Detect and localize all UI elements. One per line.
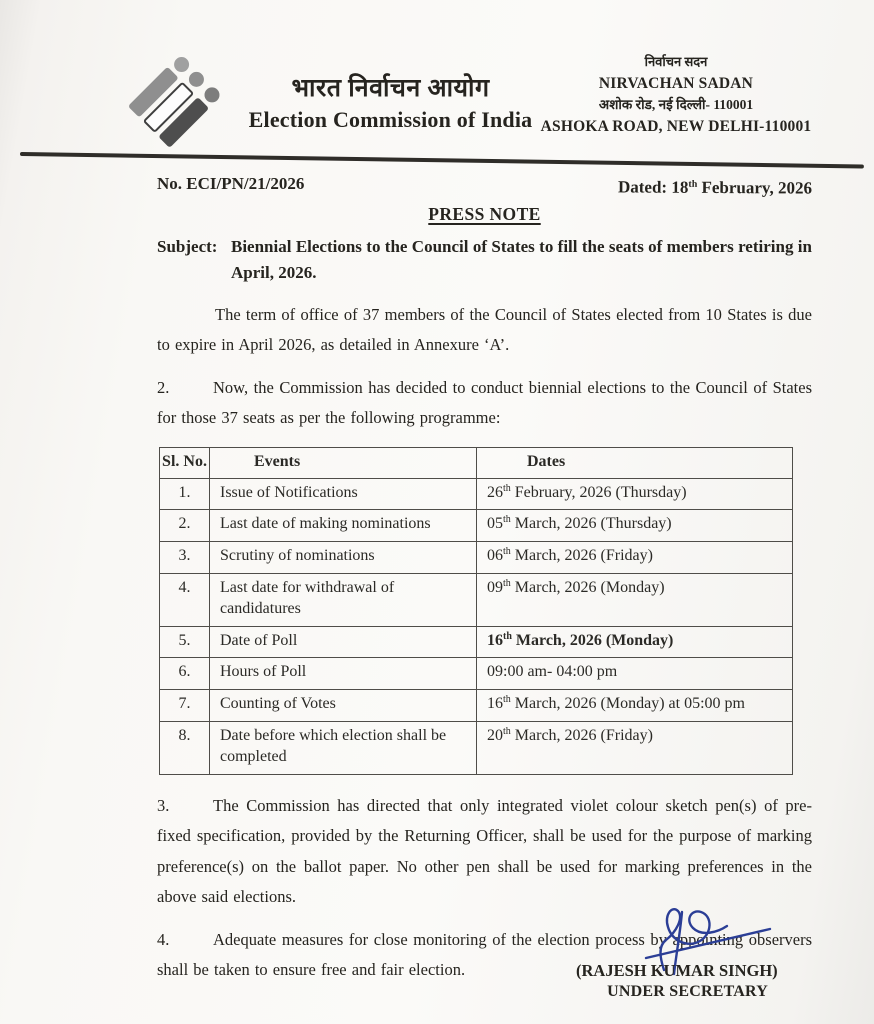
date-ordinal: th	[503, 577, 511, 589]
paragraph-4-number: 4.	[157, 929, 170, 949]
subject-text: Biennial Elections to the Council of States to fill the seats of members retiring in April, 2026.	[231, 237, 812, 283]
org-name-english: Election Commission of India	[248, 107, 533, 132]
address-english-line2: ASHOKA ROAD, NEW DELHI-110001	[540, 118, 812, 135]
paragraph-3-number: 3.	[157, 795, 170, 815]
date-rest: March, 2026 (Monday)	[510, 578, 665, 596]
eci-emblem-icon	[123, 46, 241, 158]
date-ordinal: th	[503, 514, 511, 526]
emblem-dot-bottom	[201, 84, 222, 105]
date-text: 05	[487, 515, 503, 533]
sl-no-cell: 1.	[160, 478, 210, 510]
date-text: 16	[487, 695, 503, 713]
dated-rest: February, 2026	[697, 177, 813, 198]
emblem-dot-top	[171, 54, 192, 75]
date-text: 09	[487, 578, 503, 596]
table-row	[160, 542, 793, 574]
sl-no-cell: 2.	[160, 510, 210, 542]
address-hindi-line2: अशोक रोड, नई दिल्ली- 110001	[598, 96, 754, 112]
paragraph-3-text: The Commission has directed that only integrated violet colour sketch pen(s) of pre-fixed specification, provided by the Returning Officer, shall be used for the purpose of marking preference(s) on the ballot paper. No other pen shall be used for marking preferences in the above said elections.	[157, 795, 812, 907]
signatory-designation: UNDER SECRETARY	[607, 983, 768, 1000]
date-rest: March, 2026 (Friday)	[510, 547, 653, 565]
event-cell: Date of Poll	[210, 626, 477, 658]
sl-no-cell: 6.	[160, 658, 210, 690]
table-header-row	[160, 447, 793, 478]
date-cell	[477, 658, 793, 690]
date-ordinal: th	[503, 725, 511, 737]
sl-no-cell: 5.	[160, 626, 210, 658]
paragraph-2-number: 2.	[157, 377, 170, 397]
table-row	[160, 658, 793, 690]
date-text: 20	[487, 726, 503, 744]
date-rest: February, 2026 (Thursday)	[510, 483, 687, 501]
date-rest: March, 2026 (Monday)	[511, 631, 674, 649]
document-title-row	[157, 204, 812, 225]
signatory-name: (RAJESH KUMAR SINGH)	[576, 961, 778, 980]
date-cell-poll-date	[477, 626, 793, 658]
date-cell	[477, 721, 793, 774]
address-block	[540, 46, 812, 138]
date-cell	[477, 510, 793, 542]
table-row	[160, 478, 793, 510]
date-text: 09:00 am- 04:00 pm	[487, 663, 618, 681]
emblem-dot-middle	[186, 69, 207, 90]
column-header-events: Events	[210, 447, 477, 478]
column-header-sl-no: Sl. No.	[160, 447, 210, 478]
paragraph-2	[157, 373, 812, 434]
sl-no-cell: 3.	[160, 542, 210, 574]
paragraph-2-text: Now, the Commission has decided to conduct biennial elections to the Council of States for those 37 seats as per the following programme:	[157, 377, 812, 428]
org-title-block	[241, 46, 540, 133]
reference-number: No. ECI/PN/21/2026	[157, 174, 305, 193]
column-header-dates: Dates	[477, 447, 793, 478]
date-ordinal: th	[503, 630, 512, 642]
date-ordinal: th	[503, 546, 511, 558]
document-title: PRESS NOTE	[428, 204, 541, 224]
table-row	[160, 626, 793, 658]
date-cell	[477, 573, 793, 626]
date-rest: March, 2026 (Monday) at 05:00 pm	[510, 695, 745, 713]
date-text: 26	[487, 483, 503, 501]
eci-emblem-bars	[128, 53, 226, 151]
meta-row	[157, 174, 813, 198]
event-cell: Date before which election shall be completed	[210, 721, 477, 774]
table-row	[160, 510, 793, 542]
table-row	[160, 690, 793, 722]
paragraph-3	[157, 791, 812, 913]
address-english-line1: NIRVACHAN SADAN	[598, 74, 754, 92]
event-cell: Last date of making nominations	[210, 510, 477, 542]
date-cell	[477, 690, 793, 722]
date-rest: March, 2026 (Friday)	[510, 726, 653, 744]
table-row	[160, 573, 793, 626]
address-hindi-line1: निर्वाचन सदन	[644, 54, 708, 69]
paragraph-4-text: Adequate measures for close monitoring of the election process by appointing observers shall be taken to ensure free and fair election.	[157, 929, 812, 980]
date-ordinal: th	[503, 694, 511, 706]
paragraph-1: The term of office of 37 members of the Council of States elected from 10 States is due to expire in April 2026, as detailed in Annexure ‘A’.	[157, 304, 812, 355]
election-programme-table	[159, 447, 793, 775]
org-name-hindi: भारत निर्वाचन आयोग	[291, 75, 490, 102]
subject-block	[157, 234, 812, 287]
signature-block	[576, 900, 776, 1001]
dated-ordinal: th	[688, 178, 698, 190]
sl-no-cell: 8.	[160, 721, 210, 774]
dated-text: Dated: 18	[617, 177, 689, 197]
date-text: 16	[487, 631, 503, 649]
event-cell: Hours of Poll	[210, 658, 477, 690]
date-cell	[477, 478, 793, 510]
date-text: 06	[487, 547, 503, 565]
date-ordinal: th	[503, 482, 511, 494]
event-cell: Counting of Votes	[210, 690, 477, 722]
dated-line	[618, 177, 812, 198]
event-cell: Scrutiny of nominations	[210, 542, 477, 574]
subject-label: Subject:	[157, 237, 218, 256]
date-rest: March, 2026 (Thursday)	[510, 515, 672, 533]
event-cell: Issue of Notifications	[210, 478, 477, 510]
sl-no-cell: 7.	[160, 690, 210, 722]
sl-no-cell: 4.	[160, 573, 210, 626]
event-cell: Last date for withdrawal of candidatures	[210, 573, 477, 626]
letterhead	[123, 46, 812, 158]
date-cell	[477, 542, 793, 574]
table-row	[160, 721, 793, 774]
